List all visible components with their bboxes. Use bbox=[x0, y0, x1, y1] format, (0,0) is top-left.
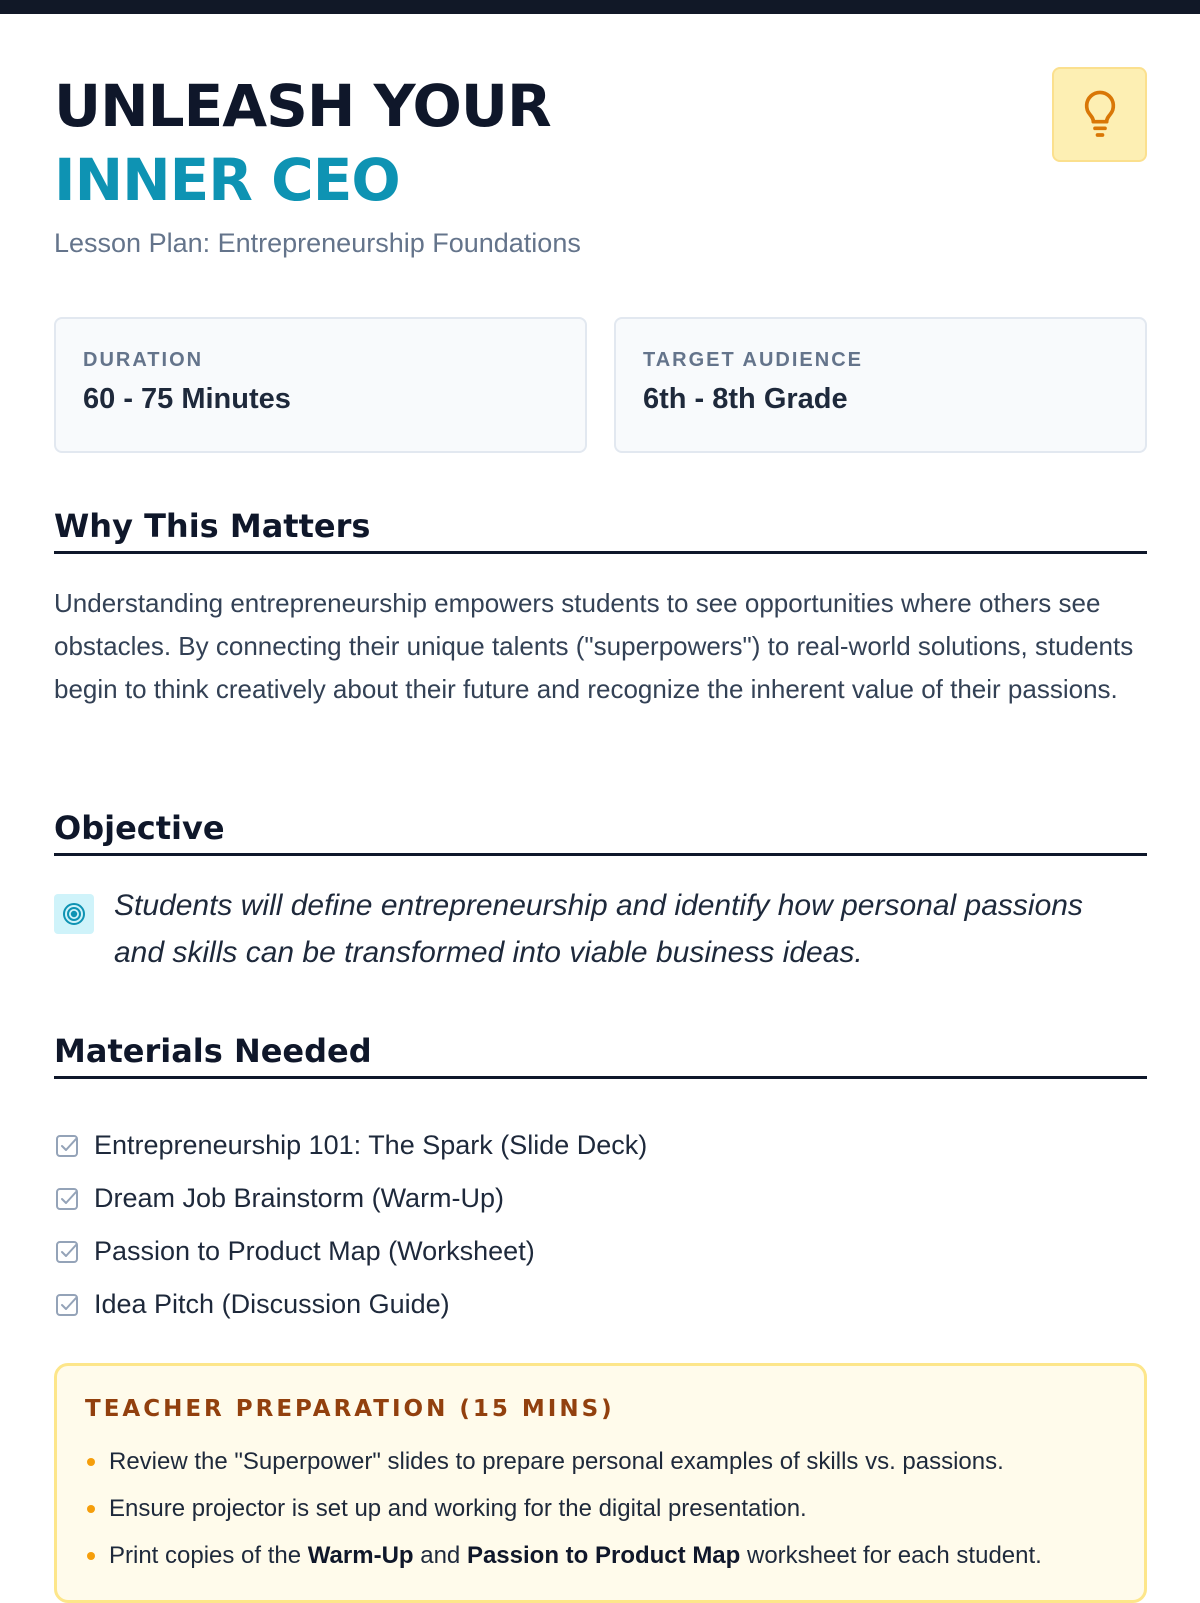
prep-item bbox=[85, 1485, 1042, 1532]
material-label: Idea Pitch (Discussion Guide) bbox=[94, 1289, 450, 1319]
lesson-plan-page bbox=[54, 14, 1147, 1569]
teacher-preparation-box bbox=[54, 1363, 1147, 1603]
duration-label: DURATION bbox=[83, 349, 204, 371]
objective-text: Students will define entrepreneurship and identify how personal passions and skills can be transformed into viable business ideas. bbox=[114, 889, 1083, 969]
materials-list bbox=[54, 1119, 647, 1331]
prep-item bbox=[85, 1438, 1042, 1485]
audience-value: 6th - 8th Grade bbox=[643, 383, 848, 415]
bullet-icon bbox=[87, 1505, 95, 1513]
lightbulb-icon bbox=[1080, 89, 1120, 141]
material-label: Entrepreneurship 101: The Spark (Slide Deck) bbox=[94, 1130, 648, 1160]
material-item bbox=[54, 1172, 647, 1225]
prep-item-text: Ensure projector is set up and working for the digital presentation. bbox=[109, 1495, 807, 1522]
material-label: Dream Job Brainstorm (Warm-Up) bbox=[94, 1183, 505, 1213]
subtitle: Lesson Plan: Entrepreneurship Foundations bbox=[54, 228, 581, 258]
material-label: Passion to Product Map (Worksheet) bbox=[94, 1236, 535, 1266]
header bbox=[54, 14, 1147, 276]
top-bar bbox=[0, 0, 1200, 14]
prep-item bbox=[85, 1532, 1042, 1579]
info-row bbox=[54, 317, 1147, 453]
why-body: Understanding entrepreneurship empowers students to see opportunities where others see obstacles. By connecting their unique talents ("superpowers") to real-world solutions, students begin to think creatively about their future and recognize the inherent value of their passions. bbox=[54, 588, 1134, 704]
objective-heading: Objective bbox=[54, 809, 1147, 856]
audience-card bbox=[614, 317, 1147, 453]
duration-value: 60 - 75 Minutes bbox=[83, 383, 291, 415]
audience-label: TARGET AUDIENCE bbox=[643, 349, 863, 371]
bullet-icon bbox=[87, 1458, 95, 1466]
checkbox-icon bbox=[54, 1292, 80, 1318]
prep-item-text-part: Print copies of the bbox=[109, 1542, 308, 1569]
prep-item-bold: Passion to Product Map bbox=[466, 1542, 741, 1569]
prep-item-text-part: and bbox=[413, 1542, 467, 1569]
prep-item-bold: Warm-Up bbox=[307, 1542, 414, 1569]
why-heading: Why This Matters bbox=[54, 507, 1147, 554]
title-line-2: INNER CEO bbox=[54, 146, 400, 214]
prep-title: TEACHER PREPARATION (15 MINS) bbox=[85, 1396, 615, 1422]
lightbulb-badge bbox=[1052, 67, 1147, 162]
checkbox-icon bbox=[54, 1186, 80, 1212]
prep-list bbox=[85, 1438, 1042, 1579]
prep-item-text-part: worksheet for each student. bbox=[740, 1542, 1042, 1569]
materials-heading: Materials Needed bbox=[54, 1032, 1147, 1079]
target-icon bbox=[54, 894, 94, 934]
material-item bbox=[54, 1278, 647, 1331]
title-line-1: UNLEASH YOUR bbox=[54, 72, 551, 140]
duration-card bbox=[54, 317, 587, 453]
bullet-icon bbox=[87, 1552, 95, 1560]
material-item bbox=[54, 1119, 647, 1172]
material-item bbox=[54, 1225, 647, 1278]
checkbox-icon bbox=[54, 1239, 80, 1265]
checkbox-icon bbox=[54, 1133, 80, 1159]
prep-item-text: Review the "Superpower" slides to prepare personal examples of skills vs. passions. bbox=[109, 1448, 1004, 1475]
